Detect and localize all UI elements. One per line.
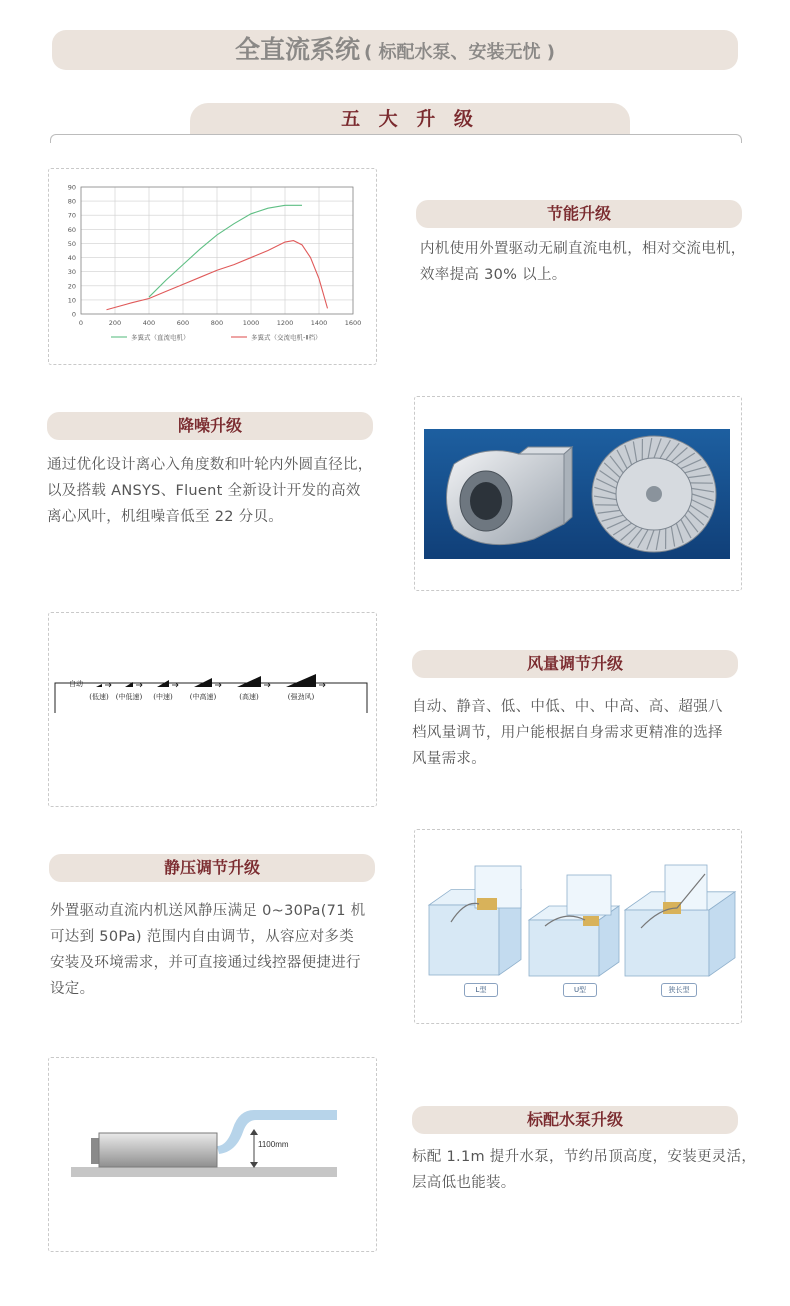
y-tick-label: 40 [67, 254, 76, 263]
series-line-1 [149, 205, 302, 297]
pressure-line-1: 外置驱动直流内机送风静压满足 0~30Pa(71 机 [50, 903, 366, 919]
speed-level-triangle [286, 674, 316, 687]
pressure-line-4: 设定。 [50, 981, 95, 997]
speed-arrow [136, 683, 142, 687]
pressure-line-3: 安装及环境需求，并可直接通过线控器便捷进行 [50, 955, 361, 971]
y-tick-label: 90 [67, 183, 76, 192]
energy-title: 节能升级 [416, 200, 742, 228]
banner-text [52, 30, 738, 70]
x-tick-label: 400 [142, 319, 156, 327]
install-diagram-box [414, 829, 742, 1024]
indoor-unit [477, 898, 497, 910]
x-tick-label: 0 [78, 319, 84, 327]
room-wall [625, 910, 709, 976]
y-tick-label: 20 [67, 282, 76, 291]
airflow-line-3: 风量需求。 [412, 751, 486, 767]
speed-step-label: (中高速) [189, 693, 217, 701]
y-tick-label: 80 [67, 197, 76, 206]
pump-line-2: 层高低也能装。 [412, 1175, 516, 1191]
pump-height-label: 1100mm [258, 1140, 289, 1149]
speed-arrow [215, 683, 221, 687]
energy-desc [420, 236, 760, 288]
speed-diagram [49, 613, 376, 806]
speed-level-triangle [96, 684, 102, 687]
speed-arrow [264, 683, 270, 687]
x-tick-label: 600 [176, 319, 190, 327]
noise-title: 降噪升级 [47, 412, 373, 440]
speed-auto-label: 自动 [69, 680, 83, 688]
room-annex [567, 875, 611, 915]
noise-line-2: 以及搭载 ANSYS、Fluent 全新设计开发的高效 [47, 483, 361, 499]
pressure-desc [50, 898, 410, 1002]
noise-line-3: 离心风叶，机组噪音低至 22 分贝。 [47, 509, 284, 525]
noise-desc [47, 452, 407, 530]
banner-title: 全直流系统 [234, 35, 360, 64]
x-tick-label: 800 [210, 319, 224, 327]
pump-diagram-box [48, 1057, 377, 1252]
y-tick-label: 70 [67, 211, 76, 220]
x-tick-label: 200 [108, 319, 122, 327]
pressure-title: 静压调节升级 [49, 854, 375, 882]
install-label-u: U型 [563, 983, 597, 997]
airflow-line-1: 自动、静音、低、中低、中、中高、高、超强八 [412, 699, 723, 715]
airflow-desc [412, 694, 762, 772]
speed-arrow [105, 683, 111, 687]
noise-line-1: 通过优化设计离心入角度数和叶轮内外圆直径比， [47, 457, 373, 473]
legend-label: 多翼式（直流电机） [131, 333, 190, 342]
pump-line-1: 标配 1.1m 提升水泵，节约吊顶高度，安装更灵活， [412, 1149, 757, 1165]
speed-level-triangle [237, 676, 261, 687]
pump-desc [412, 1144, 762, 1196]
efficiency-chart-box [48, 168, 377, 365]
fan-image-box [414, 396, 742, 591]
pressure-line-2: 可达到 50Pa) 范围内自由调节，从容应对多类 [50, 929, 355, 945]
efficiency-chart [49, 169, 376, 364]
pump-title: 标配水泵升级 [412, 1106, 738, 1134]
speed-step-label: (中低速) [115, 693, 143, 701]
room-wall [529, 920, 599, 976]
banner-subtitle: ( 标配水泵、安装无忧 ) [364, 42, 555, 63]
x-tick-label: 1200 [276, 319, 294, 327]
x-tick-label: 1000 [242, 319, 260, 327]
airflow-line-2: 档风量调节，用户能根据自身需求更精准的选择 [412, 725, 723, 741]
speed-step-label: (强劲风) [287, 693, 315, 701]
energy-line-1: 内机使用外置驱动无刷直流电机，相对交流电机， [420, 241, 746, 257]
airflow-title: 风量调节升级 [412, 650, 738, 678]
speed-arrow [172, 683, 178, 687]
energy-line-2: 效率提高 30% 以上。 [420, 267, 567, 283]
pump-diagram [49, 1058, 376, 1251]
section-tab [190, 103, 630, 135]
speed-diagram-box [48, 612, 377, 807]
y-tick-label: 50 [67, 239, 76, 248]
speed-step-label: (低速) [89, 693, 109, 701]
legend-label: 多翼式（交流电机-Ⅱ档） [251, 333, 322, 342]
indoor-unit [583, 916, 599, 926]
section-title: 五 大 升 级 [341, 108, 479, 130]
room-wall [429, 905, 499, 975]
x-tick-label: 1600 [344, 319, 362, 327]
y-tick-label: 60 [67, 225, 76, 234]
top-banner [52, 30, 738, 70]
y-tick-label: 30 [67, 268, 76, 277]
install-label-l: L型 [464, 983, 498, 997]
section-divider [50, 134, 742, 143]
speed-arrow [319, 683, 325, 687]
speed-step-label: (中速) [153, 693, 173, 701]
install-label-long: 狭长型 [661, 983, 697, 997]
y-tick-label: 0 [71, 310, 76, 319]
speed-step-label: (高速) [239, 693, 259, 701]
x-tick-label: 1400 [310, 319, 328, 327]
centrifugal-fan-image [424, 429, 730, 559]
y-tick-label: 10 [67, 296, 76, 305]
